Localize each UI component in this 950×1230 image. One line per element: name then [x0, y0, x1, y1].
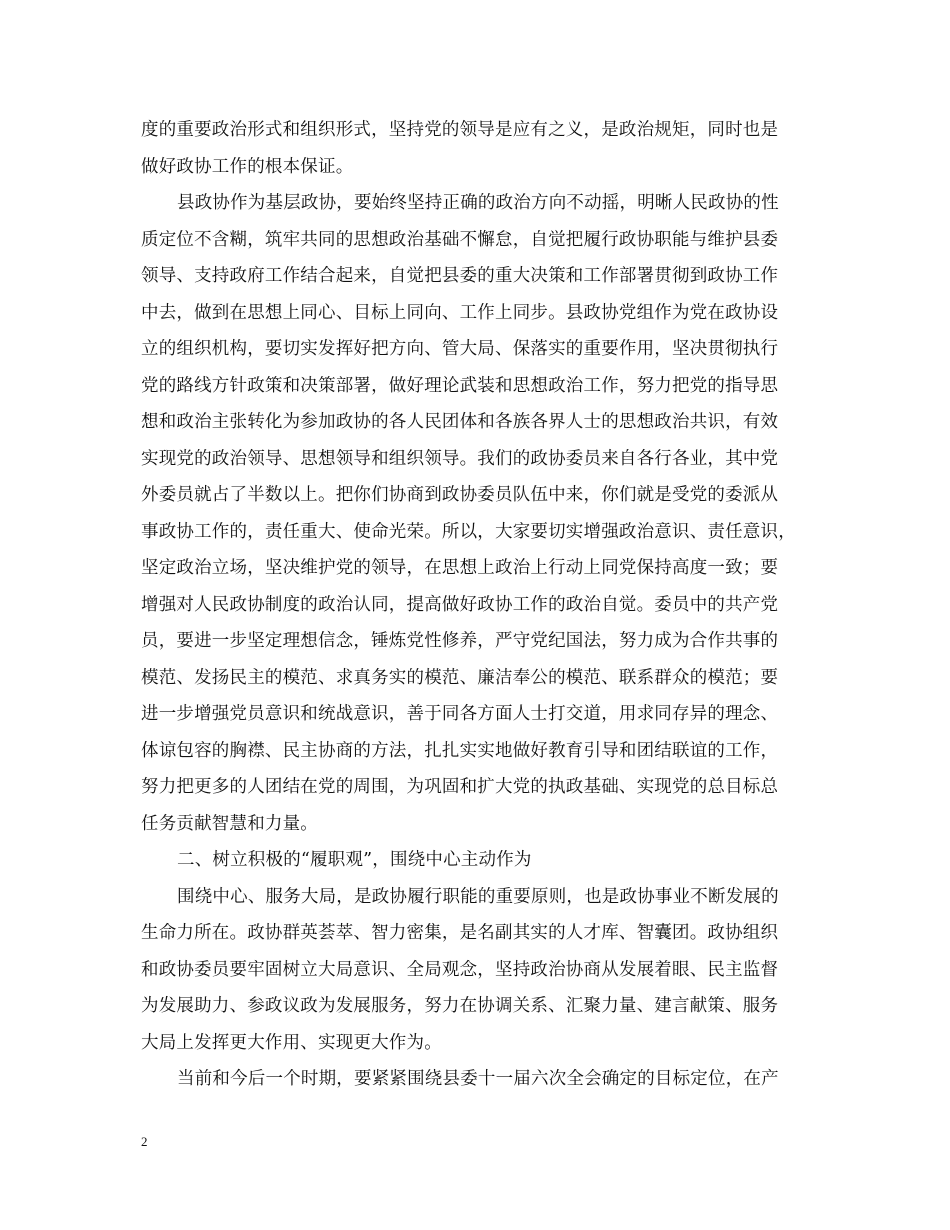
- text-line: 进一步增强党员意识和统战意识，善于同各方面人士打交道，用求同存异的理念、: [141, 704, 779, 724]
- text-line: 质定位不含糊，筑牢共同的思想政治基础不懈怠，自觉把履行政协职能与维护县委: [141, 229, 779, 250]
- text-line: 员，要进一步坚定理想信念，锤炼党性修养，严守党纪国法，努力成为合作共事的: [141, 631, 779, 651]
- text-line: 为发展助力、参政议政为发展服务，努力在协调关系、汇聚力量、建言献策、服务: [141, 996, 779, 1016]
- text-line: 度的重要政治形式和组织形式，坚持党的领导是应有之义，是政治规矩，同时也是: [141, 120, 779, 140]
- text-line: 事政协工作的，责任重大、使命光荣。所以，大家要切实增强政治意识、责任意识，: [141, 521, 796, 542]
- text-line: 任务贡献智慧和力量。: [141, 813, 318, 834]
- text-line: 立的组织机构，要切实发挥好把方向、管大局、保落实的重要作用，坚决贯彻执行: [141, 339, 779, 359]
- text-line: 县政协作为基层政协，要始终坚持正确的政治方向不动摇，明晰人民政协的性: [177, 193, 779, 213]
- document-body: [141, 112, 831, 1098]
- text-line: 想和政治主张转化为参加政协的各人民团体和各族各界人士的思想政治共识，有效: [141, 412, 779, 432]
- text-line: 实现党的政治领导、思想领导和组织领导。我们的政协委员来自各行各业，其中党: [141, 448, 779, 469]
- text-line: 增强对人民政协制度的政治认同，提高做好政协工作的政治自觉。委员中的共产党: [141, 594, 779, 615]
- text-line: 和政协委员要牢固树立大局意识、全局观念，坚持政治协商从发展着眼、民主监督: [141, 959, 779, 980]
- text-line: 坚定政治立场，坚决维护党的领导，在思想上政治上行动上同党保持高度一致；要: [141, 558, 779, 578]
- text-line: 做好政协工作的根本保证。: [141, 156, 354, 177]
- text-line: 体谅包容的胸襟、民主协商的方法，扎扎实实地做好教育引导和团结联谊的工作，: [141, 740, 779, 761]
- text-line: 生命力所在。政协群英荟萃、智力密集，是名副其实的人才库、智囊团。政协组织: [141, 923, 779, 943]
- text-line: 外委员就占了半数以上。把你们协商到政协委员队伍中来，你们就是受党的委派从: [141, 485, 779, 505]
- text-line: 围绕中心、服务大局，是政协履行职能的重要原则，也是政协事业不断发展的: [177, 886, 779, 907]
- page-number: 2: [141, 1134, 148, 1149]
- text-line: 模范、发扬民主的模范、求真务实的模范、廉洁奉公的模范、联系群众的模范；要: [141, 667, 779, 688]
- text-line: 党的路线方针政策和决策部署，做好理论武装和思想政治工作，努力把党的指导思: [141, 375, 779, 396]
- text-line: 努力把更多的人团结在党的周围，为巩固和扩大党的执政基础、实现党的总目标总: [141, 777, 779, 797]
- text-line: 中去，做到在思想上同心、目标上同向、工作上同步。县政协党组作为党在政协设: [141, 302, 779, 323]
- text-line: 当前和今后一个时期，要紧紧围绕县委十一届六次全会确定的目标定位，在产: [177, 1069, 779, 1089]
- text-line: 二、树立积极的“履职观”，围绕中心主动作为: [177, 850, 532, 870]
- text-line: 大局上发挥更大作用、实现更大作为。: [141, 1032, 442, 1053]
- text-line: 领导、支持政府工作结合起来，自觉把县委的重大决策和工作部署贯彻到政协工作: [141, 266, 779, 286]
